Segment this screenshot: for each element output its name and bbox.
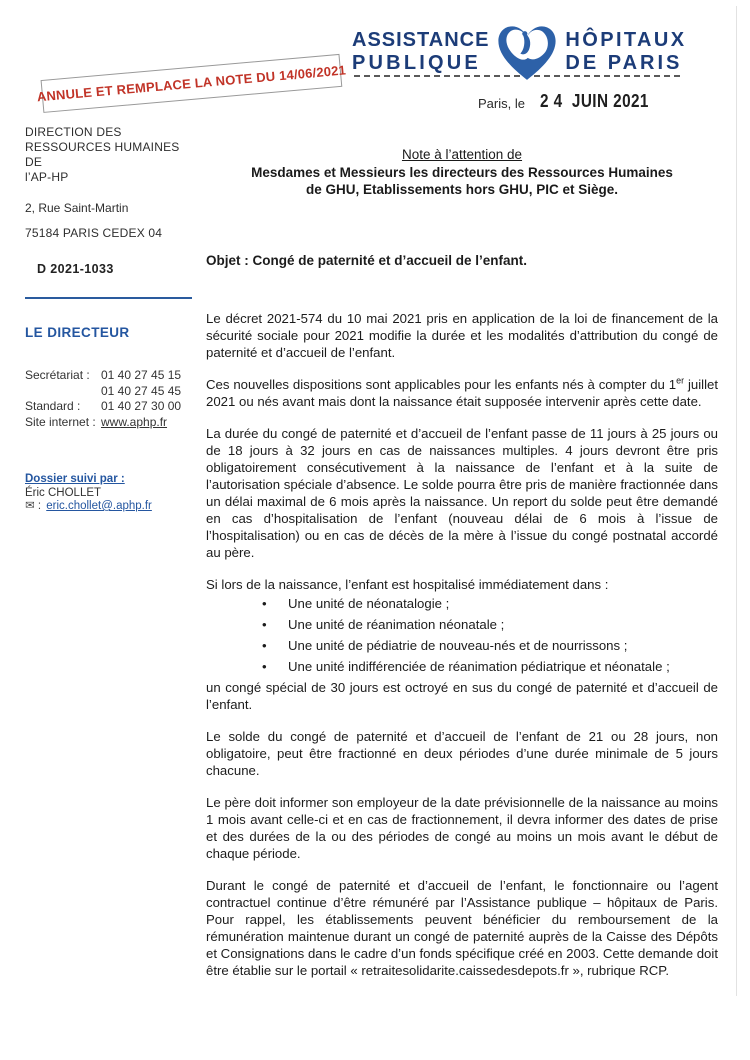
org-line-3: l’AP-HP xyxy=(25,170,69,184)
bullet-text-2: Une unité de réanimation néonatale ; xyxy=(288,616,505,632)
secretariat-phone-2: 01 40 27 45 45 xyxy=(101,383,182,398)
address-city: 75184 PARIS CEDEX 04 xyxy=(25,226,163,240)
contact-email-link: eric.chollet@.aphp.fr xyxy=(46,500,152,512)
bullet-dot: • xyxy=(262,616,267,632)
org-line-1: DIRECTION DES xyxy=(25,125,122,139)
paragraph-3: La durée du congé de paternité et d’accueil de l’enfant passe de 11 jours à 25 jours ou de 18 jours à 32 jours en cas de naissances multiples. 4 jours devront être pris obligatoirement consécutivement à la naissance de l’enfant et à la suite de l’autorisation spéciale d’absence. Le solde pourra être pris de manière fractionnée dans un délai maximal de 6 mois après la naissance. Un report du solde peut être demandé en cas d’hospitalisation de l’enfant (nouveau délai de 6 mois à l’issue de l’hospitalisation) ou en cas de décès de la mère à l’issue du congé postnatal accordé au père. xyxy=(206,425,718,560)
letter-body xyxy=(206,146,718,994)
bullet-item-3 xyxy=(206,637,718,654)
bullet-text-3: Une unité de pédiatrie de nouveau-nés et de nourrissons ; xyxy=(288,637,628,653)
logo-line-hopitaux: HÔPITAUX xyxy=(565,29,687,51)
note-heading-line3: de GHU, Etablissements hors GHU, PIC et Siège. xyxy=(305,182,619,197)
dossier-label: Dossier suivi par : xyxy=(25,473,125,485)
paragraph-2-end: juillet 2021 ou nés avant mais dont la naissance était supposée intervenir après cette date. xyxy=(206,376,719,409)
bullet-text-1: Une unité de néonatalogie ; xyxy=(288,595,450,611)
org-name xyxy=(25,125,197,185)
bullet-item-4 xyxy=(206,658,718,675)
bullet-item-1 xyxy=(206,595,718,612)
paragraph-2-start: Ces nouvelles dispositions sont applicables pour les enfants nés à compter du 1 xyxy=(206,376,677,392)
paragraph-1: Le décret 2021-574 du 10 mai 2021 pris en application de la loi de financement de la sécurité sociale pour 2021 modifie la durée et les modalités d’attribution du congé de paternité et d’accueil de l’enfant. xyxy=(206,310,718,360)
secretariat-label: Secrétariat : xyxy=(25,368,90,382)
aphp-heart-icon xyxy=(494,20,560,84)
note-heading-line1: Note à l’attention de xyxy=(401,147,523,162)
bullet-item-2 xyxy=(206,616,718,633)
role-title: LE DIRECTEUR xyxy=(25,325,130,340)
logo-text-left xyxy=(352,29,489,75)
body-paragraphs xyxy=(206,310,718,979)
scan-edge-line xyxy=(736,6,737,996)
blank-label xyxy=(25,384,101,399)
logo-line-de-paris: DE PARIS xyxy=(565,52,683,74)
list-outro: un congé spécial de 30 jours est octroyé en sus du congé de paternité et d’accueil de l’enfant. xyxy=(206,679,718,712)
secretariat-phone-1: 01 40 27 45 15 xyxy=(101,368,182,382)
list-intro: Si lors de la naissance, l’enfant est hospitalisé immédiatement dans : xyxy=(206,576,609,592)
aphp-logo xyxy=(352,20,687,88)
dossier-block xyxy=(25,473,152,514)
paragraph-6: Durant le congé de paternité et d’accueil de l’enfant, le fonctionnaire ou l’agent contractuel continue d’être rémunéré par l’Assistance publique – hôpitaux de Paris. Pour rappel, les établissements peuvent bénéficier du remboursement de la rémunération maintenue durant un congé de paternité auprès de la Caisse des Dépôts et Consignations dans le cadre d’un fonds spécifique créé en 2003. Cette demande doit être établie sur le portail « retraitesolidarite.caissedesdepots.fr », rubrique RCP. xyxy=(206,877,718,978)
paragraph-2 xyxy=(206,376,718,410)
logo-text-right xyxy=(565,29,686,75)
document-reference: D 2021-1033 xyxy=(37,262,114,276)
annule-remplace-stamp xyxy=(36,54,347,113)
org-line-2: RESSOURCES HUMAINES DE xyxy=(25,140,180,169)
contact-name: Éric CHOLLET xyxy=(25,486,102,499)
place-label: Paris, le xyxy=(478,96,525,111)
website-link: www.aphp.fr xyxy=(101,414,168,429)
paragraph-2-superscript: er xyxy=(676,375,685,386)
hospital-units-list xyxy=(206,595,718,675)
subject-line: Objet : Congé de paternité et d’accueil de l’enfant. xyxy=(206,252,528,268)
paragraph-5: Le père doit informer son employeur de la date prévisionnelle de la naissance au moins 1 mois avant celle-ci et en cas de fractionnement, il devra informer des dates de prise et des durées de la ou des périodes de congé au moins un mois avant le début de chaque période. xyxy=(206,794,718,861)
standard-label: Standard : xyxy=(25,399,81,413)
paragraph-4: Le solde du congé de paternité et d’accueil de l’enfant de 21 ou 28 jours, non obligatoire, peut être fractionné en deux périodes d’une durée minimale de 5 jours chacune. xyxy=(206,728,718,778)
contact-block xyxy=(25,368,197,429)
contact-email-row xyxy=(25,500,152,514)
envelope-icon: ✉ : xyxy=(25,500,42,512)
bullet-dot: • xyxy=(262,595,267,611)
bullet-dot: • xyxy=(262,637,267,653)
address-street: 2, Rue Saint-Martin xyxy=(25,201,129,215)
sidebar-divider xyxy=(25,297,192,299)
website-label: Site internet : xyxy=(25,414,96,429)
note-heading xyxy=(206,146,718,199)
date-stamp: 2 4 JUIN 2021 xyxy=(540,91,649,111)
stamp-text: ANNULE ET REMPLACE LA NOTE DU 14/06/2021 xyxy=(36,62,347,105)
logo-line-publique: PUBLIQUE xyxy=(352,52,481,74)
bullet-dot: • xyxy=(262,658,267,674)
note-heading-line2: Mesdames et Messieurs les directeurs des Ressources Humaines xyxy=(251,164,673,180)
bullet-text-4: Une unité indifférenciée de réanimation pédiatrique et néonatale ; xyxy=(288,658,670,674)
standard-phone: 01 40 27 30 00 xyxy=(101,399,182,413)
logo-line-assistance: ASSISTANCE xyxy=(352,29,490,51)
